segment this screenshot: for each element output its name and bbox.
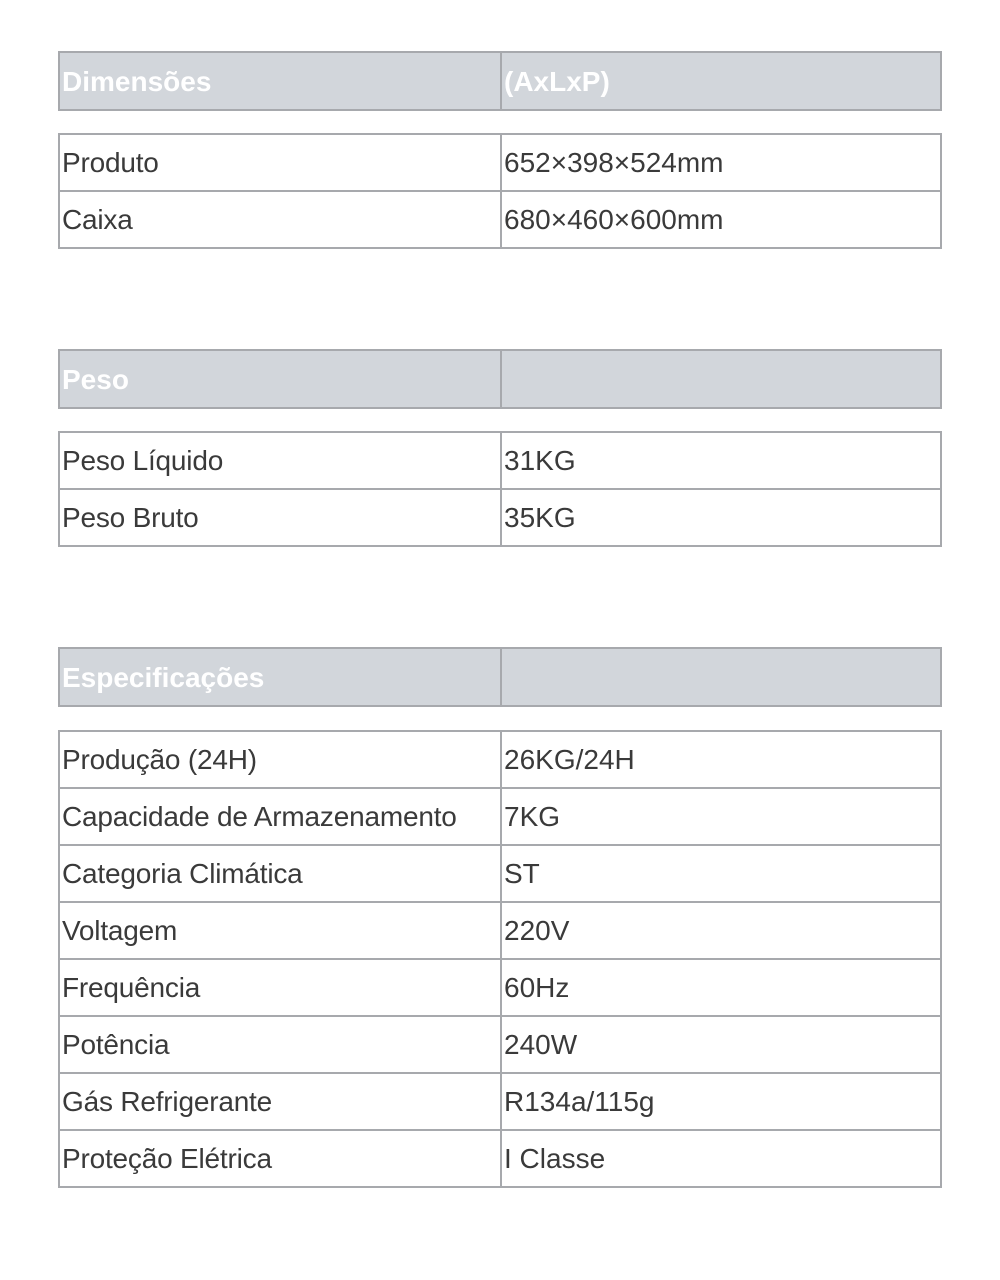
row-label: Produto	[59, 134, 501, 191]
header-cell-value	[501, 350, 941, 408]
table-header-row	[59, 52, 941, 110]
header-cell-value	[501, 648, 941, 706]
row-value: ST	[501, 845, 941, 902]
row-label: Potência	[59, 1016, 501, 1073]
row-value: 220V	[501, 902, 941, 959]
row-label: Proteção Elétrica	[59, 1130, 501, 1187]
row-value: R134a/115g	[501, 1073, 941, 1130]
row-value: 240W	[501, 1016, 941, 1073]
table-row	[59, 1073, 941, 1130]
weight-table	[58, 431, 942, 547]
header-cell-label: Especificações	[59, 648, 501, 706]
table-row	[59, 1016, 941, 1073]
row-label: Categoria Climática	[59, 845, 501, 902]
table-row	[59, 432, 941, 489]
table-row	[59, 731, 941, 788]
table-row	[59, 845, 941, 902]
table-row	[59, 191, 941, 248]
row-label: Voltagem	[59, 902, 501, 959]
row-value: 31KG	[501, 432, 941, 489]
header-cell-label: Peso	[59, 350, 501, 408]
row-label: Capacidade de Armazenamento	[59, 788, 501, 845]
table-row	[59, 788, 941, 845]
row-value: 35KG	[501, 489, 941, 546]
row-value: 26KG/24H	[501, 731, 941, 788]
row-label: Gás Refrigerante	[59, 1073, 501, 1130]
table-row	[59, 959, 941, 1016]
row-label: Frequência	[59, 959, 501, 1016]
specs-table	[58, 730, 942, 1188]
header-cell-label: Dimensões	[59, 52, 501, 110]
table-row	[59, 1130, 941, 1187]
dimensions-table	[58, 133, 942, 249]
table-row	[59, 489, 941, 546]
row-label: Peso Bruto	[59, 489, 501, 546]
weight-header-table	[58, 349, 942, 409]
row-label: Peso Líquido	[59, 432, 501, 489]
header-cell-value: (AxLxP)	[501, 52, 941, 110]
row-value: 680×460×600mm	[501, 191, 941, 248]
dimensions-header-table	[58, 51, 942, 111]
row-label: Caixa	[59, 191, 501, 248]
row-value: I Classe	[501, 1130, 941, 1187]
row-label: Produção (24H)	[59, 731, 501, 788]
table-row	[59, 902, 941, 959]
row-value: 60Hz	[501, 959, 941, 1016]
table-header-row	[59, 350, 941, 408]
specs-header-table	[58, 647, 942, 707]
table-row	[59, 134, 941, 191]
table-header-row	[59, 648, 941, 706]
row-value: 652×398×524mm	[501, 134, 941, 191]
row-value: 7KG	[501, 788, 941, 845]
